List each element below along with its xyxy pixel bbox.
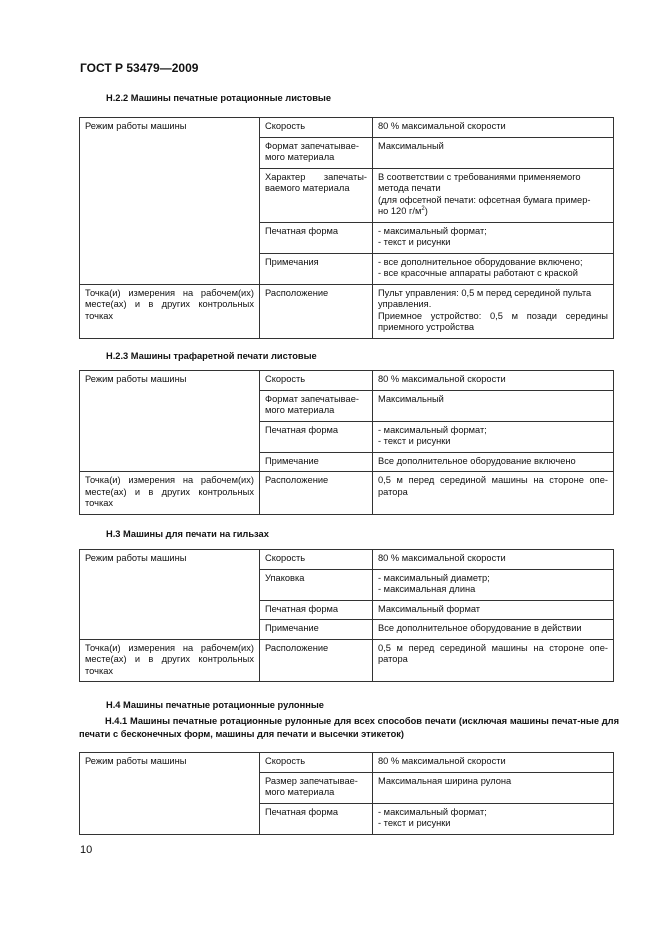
param-cell: Расположение [260, 472, 373, 515]
value-cell: Максимальный [373, 137, 614, 168]
param-cell: Печатная форма [260, 222, 373, 253]
points-label-cell: Точка(и) измерения на рабочем(их) месте(ах) и в других контрольных точках [80, 639, 260, 682]
value-cell: 0,5 м перед серединой машины на стороне опе- ратора [373, 472, 614, 515]
value-cell: - максимальный формат; - текст и рисунки [373, 421, 614, 452]
param-cell: Скорость [260, 371, 373, 391]
value-cell: 80 % максимальной скорости [373, 753, 614, 773]
value-cell: Максимальная ширина рулона [373, 772, 614, 803]
mode-label-cell: Режим работы машины [80, 118, 260, 285]
mode-label-cell: Режим работы машины [80, 371, 260, 472]
mode-label-cell: Режим работы машины [80, 550, 260, 640]
value-cell: - максимальный формат; - текст и рисунки [373, 222, 614, 253]
param-cell: Упаковка [260, 569, 373, 600]
table-h23 [79, 370, 614, 515]
value-cell: Максимальный [373, 390, 614, 421]
param-cell: Примечания [260, 253, 373, 284]
page-number: 10 [80, 844, 93, 856]
value-cell: Все дополнительное оборудование в действии [373, 620, 614, 640]
param-cell: Скорость [260, 550, 373, 570]
document-id: ГОСТ Р 53479—2009 [80, 61, 199, 75]
param-cell: Печатная форма [260, 600, 373, 620]
table-h22 [79, 117, 614, 339]
value-cell: Все дополнительное оборудование включено [373, 452, 614, 472]
param-cell: Формат запечатывае- мого материала [260, 137, 373, 168]
section-title-h3: H.3 Машины для печати на гильзах [106, 529, 269, 539]
value-cell: - все дополнительное оборудование включено; - все красочные аппараты работают с краской [373, 253, 614, 284]
param-cell: Формат запечатывае- мого материала [260, 390, 373, 421]
table-h41 [79, 752, 614, 835]
section-title-h41: H.4.1 Машины печатные ротационные рулонные для всех способов печати (исключая машины печат-ные для печати с бесконечных форм, машины для печати и высечки этикеток) [79, 716, 619, 739]
param-cell: Примечание [260, 452, 373, 472]
points-label-cell: Точка(и) измерения на рабочем(их) месте(ах) и в других контрольных точках [80, 284, 260, 338]
value-cell: 80 % максимальной скорости [373, 550, 614, 570]
param-cell: Скорость [260, 753, 373, 773]
value-cell: 80 % максимальной скорости [373, 371, 614, 391]
section-title-h22: H.2.2 Машины печатные ротационные листовые [106, 93, 332, 103]
points-label-cell: Точка(и) измерения на рабочем(их) месте(ах) и в других контрольных точках [80, 472, 260, 515]
value-cell: 0,5 м перед серединой машины на стороне опе- ратора [373, 639, 614, 682]
param-cell: Размер запечатывае- мого материала [260, 772, 373, 803]
value-cell: Пульт управления: 0,5 м перед серединой пульта управления. Приемное устройство: 0,5 м позади середины приемного устройства [373, 284, 614, 338]
value-cell: В соответствии с требованиями применяемого метода печати (для офсетной печати: офсетная бумага пример- но 120 $г/м^2$) [373, 168, 614, 222]
table-h3 [79, 549, 614, 682]
value-cell: Максимальный формат [373, 600, 614, 620]
value-cell: - максимальный формат; - текст и рисунки [373, 803, 614, 834]
param-cell: Печатная форма [260, 421, 373, 452]
param-cell: Примечание [260, 620, 373, 640]
param-cell: Расположение [260, 639, 373, 682]
value-cell: 80 % максимальной скорости [373, 118, 614, 138]
section-title-h23: H.2.3 Машины трафаретной печати листовые [106, 351, 317, 361]
param-cell: Скорость [260, 118, 373, 138]
param-cell: Печатная форма [260, 803, 373, 834]
param-cell: Расположение [260, 284, 373, 338]
section-title-h4: H.4 Машины печатные ротационные рулонные [106, 700, 324, 710]
param-cell: Характер запечаты- ваемого материала [260, 168, 373, 222]
value-cell: - максимальный диаметр; - максимальная длина [373, 569, 614, 600]
mode-label-cell: Режим работы машины [80, 753, 260, 835]
